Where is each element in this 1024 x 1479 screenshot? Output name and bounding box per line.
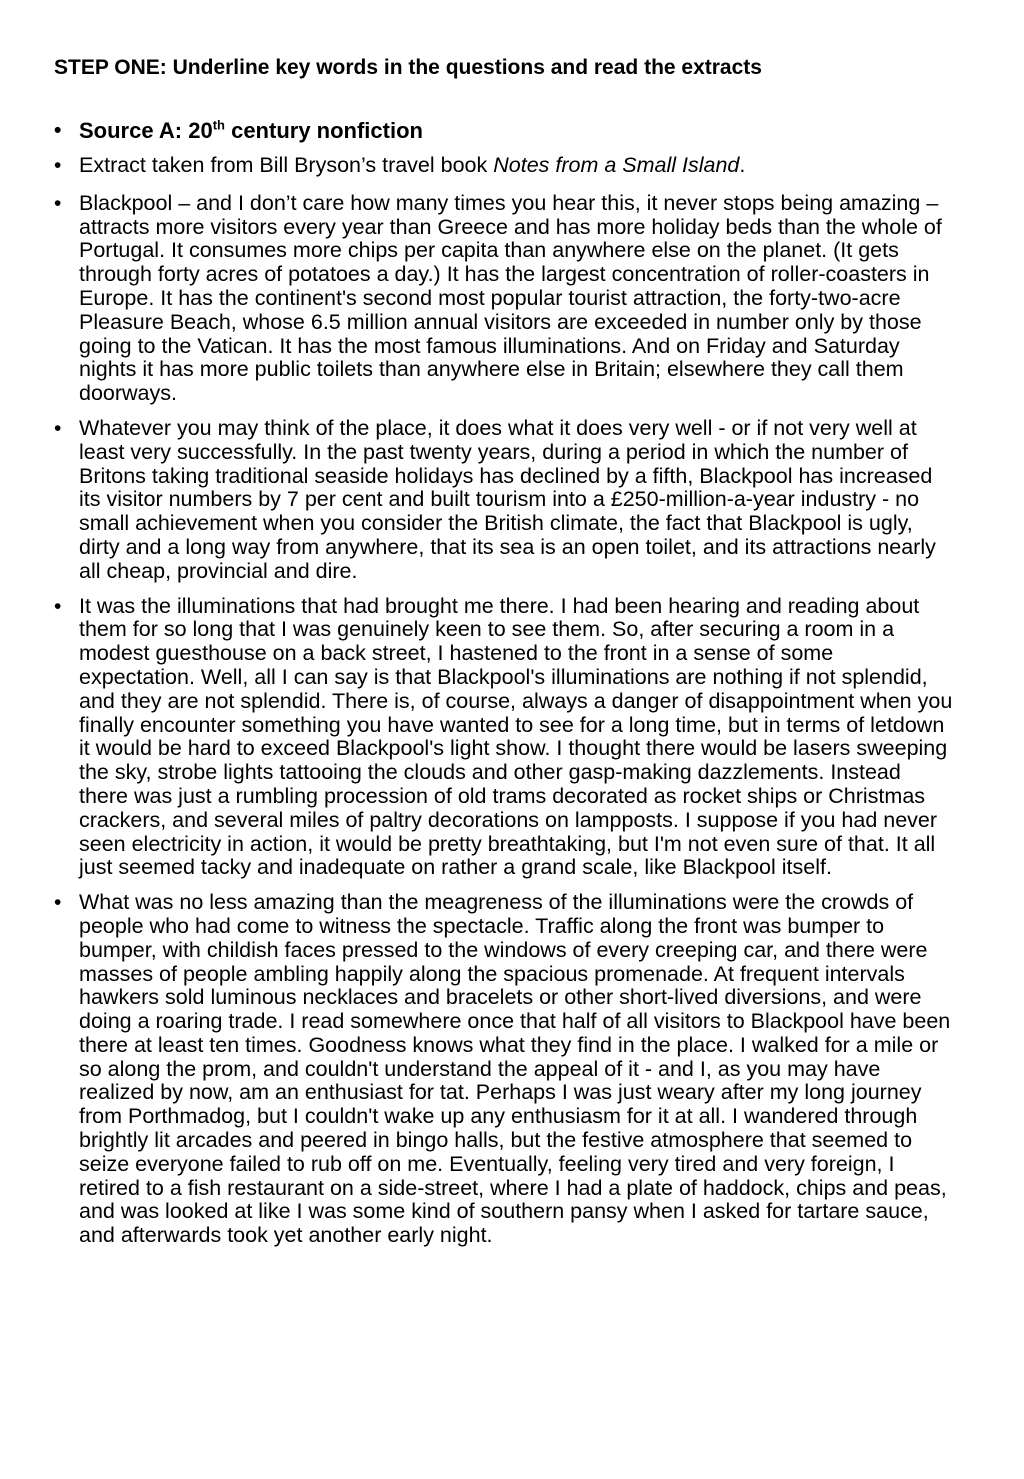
- paragraph-text: What was no less amazing than the meagreness of the illuminations were the crowds of people who had come to witness the spectacle. Traffic along the front was bumper to bumper, with childish faces pressed to the windows of every creeping car, and there were masses of people ambling happily along the spacious promenade. At frequent intervals hawkers sold luminous necklaces and bracelets or other short-lived diversions, and were doing a roaring trade. I read somewhere once that half of all visitors to Blackpool have been there at least ten times. Goodness knows what they find in the place. I walked for a mile or so along the prom, and couldn't understand the appeal of it - and I, as you may have realized by now, am an enthusiast for tat. Perhaps I was just weary after my long journey from Porthmadog, but I couldn't wake up any enthusiasm for it at all. I wandered through brightly lit arcades and peered in bingo halls, but the festive atmosphere that seemed to seize everyone failed to rub off on me. Eventually, feeling very tired and very foreign, I retired to a fish restaurant on a side-street, where I had a plate of haddock, chips and peas, and was looked at like I was some kind of southern pansy when I asked for tartare sauce, and afterwards took yet another early night.: [79, 890, 951, 1248]
- bullet-list: [54, 116, 954, 1259]
- bullet-icon: •: [54, 119, 62, 142]
- source-label-suffix: century nonfiction: [224, 118, 423, 143]
- bullet-icon: •: [54, 416, 62, 440]
- source-bullet: [54, 116, 954, 146]
- paragraph-text: Blackpool – and I don’t care how many times you hear this, it never stops being amazing – attracts more visitors every year than Greece and has more holiday beds than the whole of Portugal. It consumes more chips per capita than anywhere else on the planet. (It gets through forty acres of potatoes a day.) It has the largest concentration of roller-coasters in Europe. It has the continent's second most popular tourist attraction, the forty-two-acre Pleasure Beach, whose 6.5 million annual visitors are exceeded in number only by those going to the Vatican. It has the most famous illuminations. And on Friday and Saturday nights it has more public toilets than anywhere else in Britain; elsewhere they call them doorways.: [79, 190, 942, 406]
- source-label-prefix: Source A: 20: [79, 118, 213, 143]
- extract-paragraph-4: [54, 891, 954, 1248]
- paragraph-text: It was the illuminations that had brought me there. I had been hearing and reading about them for so long that I was genuinely keen to see them. So, after securing a room in a modest guesthouse on a back street, I hastened to the front in a sense of some expectation. Well, all I can say is that Blackpool's illuminations are nothing if not splendid, and they are not splendid. There is, of course, always a danger of disappointment when you finally encounter something you have wanted to see for a long time, but in terms of letdown it would be hard to exceed Blackpool's light show. I thought there would be lasers sweeping the sky, strobe lights tattooing the clouds and other gasp-making dazzlements. Instead there was just a rumbling procession of old trams decorated as rocket ships or Christmas crackers, and several miles of paltry decorations on lampposts. I suppose if you had never seen electricity in action, it would be pretty breathtaking, but I'm not even sure of that. It all just seemed tacky and inadequate on rather a grand scale, like Blackpool itself.: [79, 593, 953, 880]
- extract-paragraph-3: [54, 595, 954, 881]
- extract-paragraph-1: [54, 192, 954, 406]
- extract-paragraph-2: [54, 417, 954, 584]
- extract-intro-bullet: [54, 154, 954, 178]
- extract-intro-end: .: [739, 153, 746, 177]
- book-title: Notes from a Small Island: [493, 153, 740, 177]
- bullet-icon: •: [54, 891, 62, 915]
- bullet-icon: •: [54, 191, 62, 215]
- bullet-icon: •: [54, 154, 62, 177]
- bullet-icon: •: [54, 594, 62, 618]
- extract-intro-text: Extract taken from Bill Bryson’s travel book: [79, 153, 494, 177]
- source-label-superscript: th: [212, 117, 225, 133]
- paragraph-text: Whatever you may think of the place, it does what it does very well - or if not very well at least very successfully. In the past twenty years, during a period in which the number of Britons taking traditional seaside holidays has declined by a fifth, Blackpool has increased its visitor numbers by 7 per cent and built tourism into a £250-million-a-year industry - no small achievement when you consider the British climate, the fact that Blackpool is ugly, dirty and a long way from anywhere, that its sea is an open toilet, and its attractions nearly all cheap, provincial and dire.: [79, 415, 936, 583]
- step-heading: STEP ONE: Underline key words in the questions and read the extracts: [54, 56, 762, 79]
